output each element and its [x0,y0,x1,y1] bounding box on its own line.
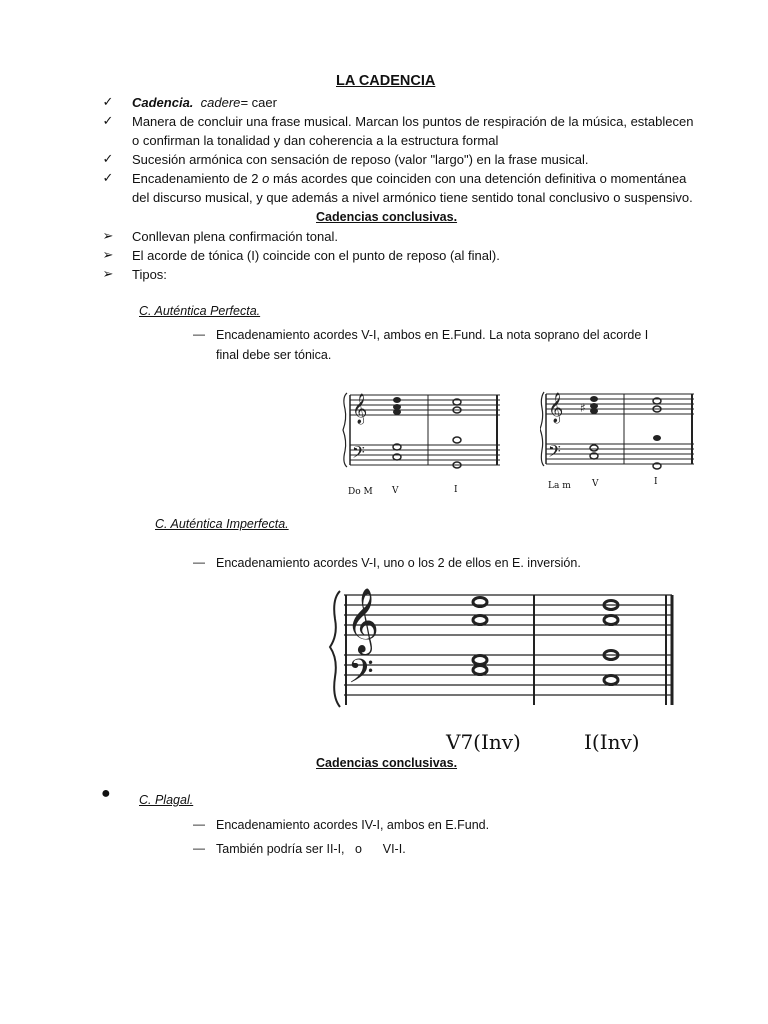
label-i-inv: I(Inv) [584,730,640,754]
section-heading-conclusive: Cadencias conclusivas. [316,210,458,224]
score1-i-label: I [454,485,458,495]
treble-clef-icon: 𝄞 [352,394,368,424]
dash-bullet-icon: — [193,555,205,569]
score-do-mayor [340,385,510,485]
heading-authentic-perfect: C. Auténtica Perfecta. [139,304,261,318]
sharp-icon: ♯ [580,401,586,415]
page-title: LA CADENCIA [336,73,436,89]
score1-key-label: Do M [348,487,373,497]
term-meaning: caer [248,95,277,110]
treble-clef-icon: 𝄞 [548,393,564,423]
check-item-3: Sucesión armónica con sensación de reposo (valor "largo") en la frase musical. [132,152,589,167]
plagal-desc-1: Encadenamiento acordes IV-I, ambos en E.Fund. [216,818,490,832]
check-icon: ✓ [102,170,114,185]
score2-i-label: I [654,477,658,487]
arrow-item-3: Tipos: [132,267,167,282]
bullet-icon: ● [101,785,111,802]
score1-v-label: V [392,486,399,496]
imperfect-desc: Encadenamiento acordes V-I, uno o los 2 de ellos en E. inversión. [216,556,581,570]
check-icon: ✓ [102,151,114,166]
bass-clef-icon: 𝄢 [352,442,365,466]
arrow-item-1: Conllevan plena confirmación tonal. [132,229,338,244]
plagal-desc-2: También podría ser II-I, o VI-I. [216,842,406,856]
check-icon: ✓ [102,113,114,128]
arrow-bullet-icon: ➢ [102,228,114,243]
check-item-1 [132,95,277,110]
check-item-2-line-1: Manera de concluir una frase musical. Marcan los puntos de respiración de la música, establecen [132,114,694,129]
check-item-4-line-2: del discurso musical, y que además a nivel armónico tiene sentido tonal conclusivo o suspensivo. [132,190,693,205]
arrow-item-2: El acorde de tónica (I) coincide con el punto de reposo (al final). [132,248,500,263]
dash-bullet-icon: — [193,841,205,855]
term-cadere: cadere= [200,95,248,110]
label-v7-inv: V7(Inv) [446,730,521,754]
perfect-desc-line-1: Encadenamiento acordes V-I, ambos en E.Fund. La nota soprano del acorde I [216,328,649,342]
score2-key-label: La m [548,481,571,491]
heading-plagal: C. Plagal. [139,793,194,807]
check-icon: ✓ [102,94,114,109]
score2-v-label: V [592,479,599,489]
section-heading-conclusive-2: Cadencias conclusivas. [316,756,458,770]
perfect-desc-line-2: final debe ser tónica. [216,348,332,362]
heading-authentic-imperfect: C. Auténtica Imperfecta. [155,517,289,531]
bass-clef-icon: 𝄢 [548,441,561,465]
term-cadencia: Cadencia. [132,95,194,110]
check-item-4-line-1: Encadenamiento de 2 o más acordes que coinciden con una detención definitiva o momentánea [132,171,687,186]
score-la-menor [540,382,700,482]
dash-bullet-icon: — [193,817,205,831]
dash-bullet-icon: — [193,327,205,341]
bass-clef-icon: 𝄢 [348,653,374,699]
arrow-bullet-icon: ➢ [102,247,114,262]
score-imperfect [326,585,688,715]
check-item-2-line-2: o confirman la tonalidad y dan coherencia a la estructura formal [132,133,499,148]
arrow-bullet-icon: ➢ [102,266,114,281]
treble-clef-icon: 𝄞 [346,588,380,653]
